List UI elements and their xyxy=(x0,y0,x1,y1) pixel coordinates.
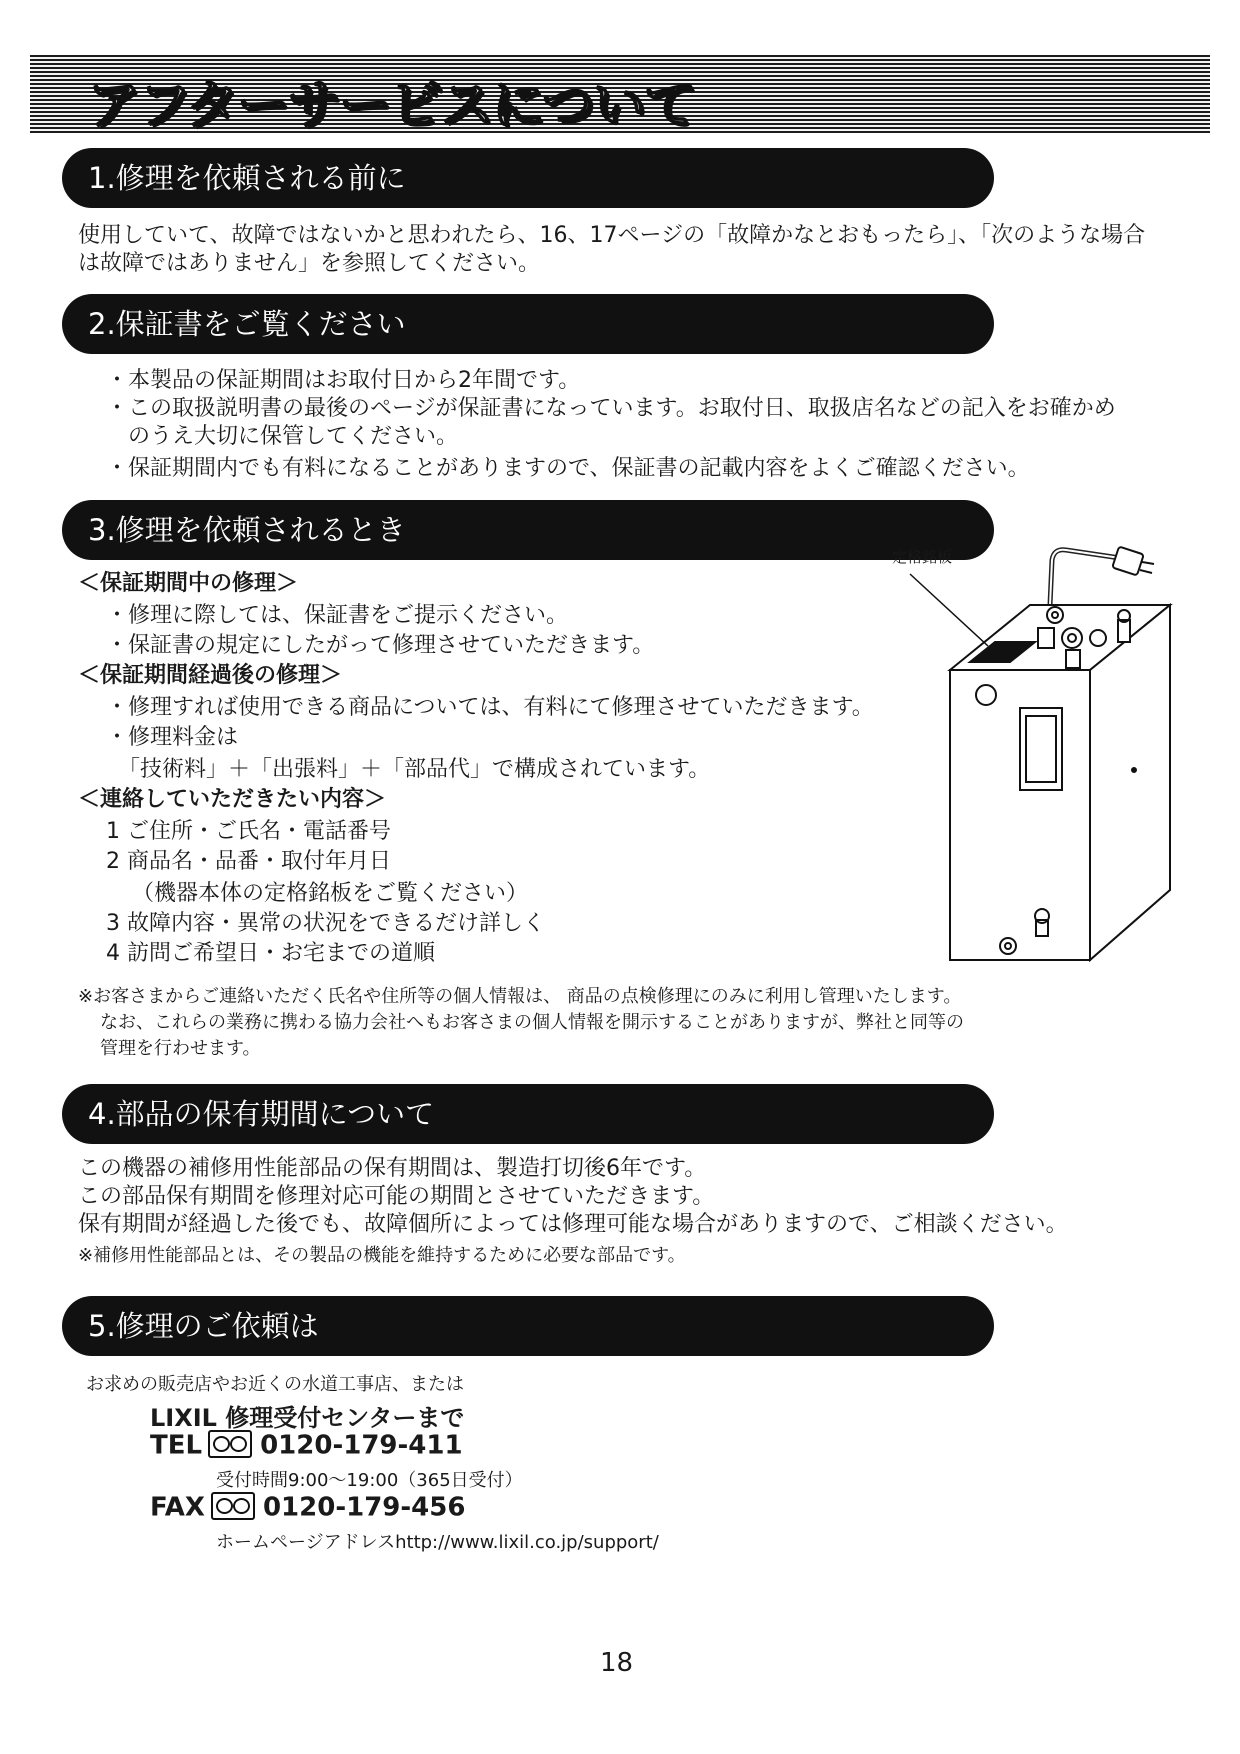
section-4-heading: 4.部品の保有期間について xyxy=(62,1084,994,1144)
rating-plate-label: 定格銘板 xyxy=(892,548,953,566)
warranty-bullet-continued: のうえ大切に保管してください。 xyxy=(128,424,459,449)
fax-number: 0120-179-456 xyxy=(262,1492,466,1523)
tel-row xyxy=(150,1430,463,1462)
section-1-heading: 1.修理を依頼される前に xyxy=(62,148,994,208)
contact-item: 3 故障内容・異常の状況をできるだけ詳しく xyxy=(106,911,545,936)
privacy-note-line: なお、これらの業務に携わる協力会社へもお客さまの個人情報を開示することがありますが、弊社と同等の xyxy=(100,1012,964,1033)
group-title-contact-info: ＜連絡していただきたい内容＞ xyxy=(78,787,387,812)
group-title-after-warranty: ＜保証期間経過後の修理＞ xyxy=(78,663,343,688)
warranty-bullet: ・保証期間内でも有料になることがありますので、保証書の記載内容をよくご確認ください。 xyxy=(106,456,1030,481)
privacy-note-line: 管理を行わせます。 xyxy=(100,1038,261,1059)
contact-item: 4 訪問ご希望日・お宅までの道順 xyxy=(106,941,435,966)
reception-hours: 受付時間9:00～19:00（365日受付） xyxy=(216,1470,523,1491)
water-heater-illustration xyxy=(860,540,1190,970)
homepage-address: ホームページアドレスhttp://www.lixil.co.jp/support/ xyxy=(216,1532,659,1553)
group-item: ・修理に際しては、保証書をご提示ください。 xyxy=(106,603,569,628)
section-3-heading: 3.修理を依頼されるとき xyxy=(62,500,994,560)
repair-center-name: LIXIL 修理受付センターまで xyxy=(150,1404,465,1432)
group-item: ・保証書の規定にしたがって修理させていただきます。 xyxy=(106,633,655,658)
warranty-bullet: ・この取扱説明書の最後のページが保証書になっています。お取付日、取扱店名などの記入をお確かめ xyxy=(106,396,1116,421)
contact-item: 2 商品名・品番・取付年月日 xyxy=(106,849,391,874)
group-item: ・修理すれば使用できる商品については、有料にて修理させていただきます。 xyxy=(106,695,874,720)
warranty-bullet: ・本製品の保証期間はお取付日から2年間です。 xyxy=(106,368,581,393)
group-item: 「技術料」＋「出張料」＋「部品代」で構成されています。 xyxy=(118,757,711,782)
group-item: ・修理料金は xyxy=(106,725,239,750)
parts-period-line: この部品保有期間を修理対応可能の期間とさせていただきます。 xyxy=(78,1184,715,1209)
repair-request-intro: お求めの販売店やお近くの水道工事店、または xyxy=(86,1374,464,1395)
freedial-icon xyxy=(208,1430,252,1458)
privacy-note-line: ※お客さまからご連絡いただく氏名や住所等の個人情報は、 商品の点検修理にのみに利用し管理いたします。 xyxy=(78,986,962,1007)
parts-period-line: 保有期間が経過した後でも、故障個所によっては修理可能な場合がありますので、ご相談ください。 xyxy=(78,1212,1068,1237)
fax-label: FAX xyxy=(150,1492,205,1523)
tel-label: TEL xyxy=(150,1430,203,1461)
contact-item: （機器本体の定格銘板をご覧ください） xyxy=(132,881,529,906)
page-number: 18 xyxy=(600,1648,634,1678)
section-1-text-line: 使用していて、故障ではないかと思われたら、16、17ページの「故障かなとおもったら」、「次のような場合 xyxy=(78,223,1146,248)
section-5-heading: 5.修理のご依頼は xyxy=(62,1296,994,1356)
group-title-in-warranty: ＜保証期間中の修理＞ xyxy=(78,571,299,596)
freedial-icon xyxy=(211,1492,255,1520)
parts-period-line: この機器の補修用性能部品の保有期間は、製造打切後6年です。 xyxy=(78,1156,707,1181)
page-title: アフターサービスについて xyxy=(88,76,696,136)
water-heater-drawing xyxy=(860,540,1190,970)
contact-item: 1 ご住所・ご氏名・電話番号 xyxy=(106,819,391,844)
section-2-heading: 2.保証書をご覧ください xyxy=(62,294,994,354)
page-banner xyxy=(30,55,1210,136)
section-1-text-line: は故障ではありません」を参照してください。 xyxy=(78,251,541,276)
tel-number: 0120-179-411 xyxy=(260,1430,463,1461)
parts-period-note: ※補修用性能部品とは、その製品の機能を維持するために必要な部品です。 xyxy=(78,1245,686,1266)
fax-row xyxy=(150,1492,465,1524)
